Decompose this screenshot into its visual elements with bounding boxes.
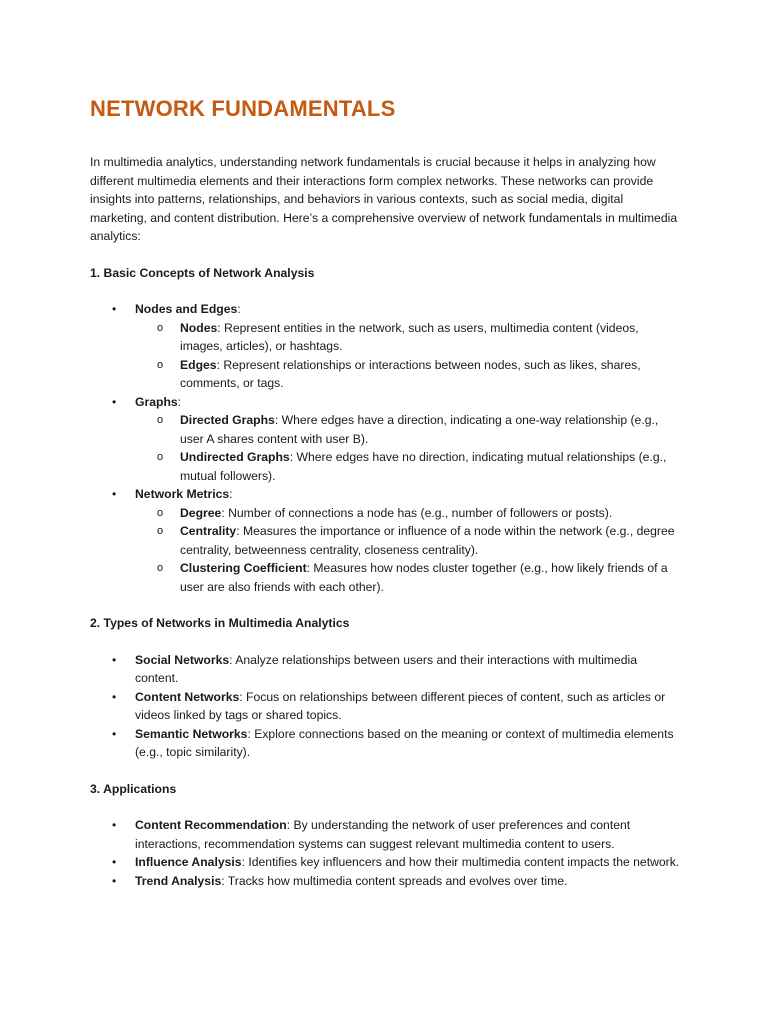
sub-list-item bbox=[135, 448, 680, 485]
bullet-icon: • bbox=[112, 726, 117, 741]
section-heading: 3. Applications bbox=[90, 781, 177, 796]
circle-bullet-icon: o bbox=[157, 451, 164, 463]
sub-list bbox=[135, 411, 680, 485]
list-item-term: Trend Analysis bbox=[135, 873, 222, 888]
bullet-icon: • bbox=[112, 855, 117, 869]
circle-bullet-icon: o bbox=[157, 562, 164, 574]
list-item bbox=[90, 725, 680, 762]
list-item-text: : Analyze relationships between users and their interactions with multimedia content. bbox=[135, 652, 637, 685]
list-item-text: : bbox=[229, 487, 233, 501]
sub-item-term: Degree bbox=[180, 505, 222, 520]
list-item-term: Content Recommendation bbox=[135, 818, 287, 832]
sub-item-text: : Measures how nodes cluster together (e.g., how likely friends of a user are also friends with each other). bbox=[180, 561, 668, 594]
list-item bbox=[90, 651, 680, 688]
list-item-text: : By understanding the network of user preferences and content interactions, recommendation systems can suggest relevant multimedia content to users. bbox=[135, 818, 631, 851]
document-page bbox=[90, 92, 680, 908]
sub-list-item bbox=[135, 411, 680, 448]
list-item-text: : Explore connections based on the meaning or context of multimedia elements (e.g., topic similarity). bbox=[135, 726, 674, 759]
circle-bullet-icon: o bbox=[157, 358, 164, 371]
list-item-term: Network Metrics bbox=[135, 487, 230, 501]
list-item-term: Social Networks bbox=[135, 652, 230, 667]
bullet-icon: • bbox=[112, 818, 117, 832]
list-item bbox=[90, 393, 680, 486]
intro-paragraph: In multimedia analytics, understanding network fundamentals is crucial because it helps in analyzing how different multimedia elements and their interactions form complex networks. These networks can provide insights into patterns, relationships, and behaviors in various contexts, such as social media, digital marketing, and content distribution. Here’s a comprehensive overview of network fundamentals in multimedia analytics: bbox=[90, 155, 678, 243]
list-item-term: Semantic Networks bbox=[135, 726, 248, 741]
sub-item-text: : Represent relationships or interactions between nodes, such as likes, shares, comments, or tags. bbox=[180, 357, 641, 390]
section-list bbox=[90, 816, 680, 890]
bullet-icon: • bbox=[112, 302, 117, 316]
bullet-icon: • bbox=[112, 487, 117, 501]
list-item-text: : bbox=[177, 394, 182, 409]
sub-item-term: Nodes bbox=[180, 320, 218, 335]
sub-item-text: : Number of connections a node has (e.g., number of followers or posts). bbox=[221, 505, 613, 520]
bullet-icon: • bbox=[112, 689, 117, 704]
list-item-text: : Identifies key influencers and how their multimedia content impacts the network. bbox=[241, 855, 680, 869]
sub-item-text: : Where edges have no direction, indicating mutual relationships (e.g., mutual followers). bbox=[180, 450, 667, 483]
list-item-term: Nodes and Edges bbox=[135, 302, 238, 316]
sections-container bbox=[90, 264, 680, 891]
list-item-text: : Tracks how multimedia content spreads and evolves over time. bbox=[221, 873, 568, 888]
sub-item-text: : Represent entities in the network, such as users, multimedia content (videos, images, articles), or hashtags. bbox=[180, 320, 639, 353]
list-item bbox=[90, 485, 680, 596]
bullet-icon: • bbox=[112, 652, 117, 667]
bullet-icon: • bbox=[112, 394, 117, 409]
circle-bullet-icon: o bbox=[157, 525, 164, 537]
list-item bbox=[90, 872, 680, 891]
sub-item-term: Undirected Graphs bbox=[180, 450, 290, 464]
section-heading: 2. Types of Networks in Multimedia Analytics bbox=[90, 616, 350, 630]
sub-item-term: Centrality bbox=[180, 524, 237, 538]
sub-list-item bbox=[135, 522, 680, 559]
list-item-term: Graphs bbox=[135, 394, 178, 409]
circle-bullet-icon: o bbox=[157, 414, 164, 426]
sub-list-item bbox=[135, 504, 680, 523]
sub-list-item bbox=[135, 356, 680, 393]
list-item bbox=[90, 688, 680, 725]
sub-list-item bbox=[135, 559, 680, 596]
sub-list bbox=[135, 504, 680, 597]
list-item-term: Influence Analysis bbox=[135, 855, 242, 869]
sub-item-text: : Where edges have a direction, indicating a one-way relationship (e.g., user A shares content with user B). bbox=[180, 413, 659, 446]
sub-item-term: Directed Graphs bbox=[180, 413, 275, 427]
sub-item-term: Edges bbox=[180, 357, 217, 372]
section-list bbox=[90, 300, 680, 596]
list-item-text: : bbox=[237, 302, 241, 316]
section-list bbox=[90, 651, 680, 762]
sub-item-text: : Measures the importance or influence of a node within the network (e.g., degree centrality, betweenness centrality, closeness centrality). bbox=[180, 524, 675, 557]
list-item bbox=[90, 853, 680, 872]
page-title: NETWORK FUNDAMENTALS bbox=[90, 96, 396, 121]
section-heading: 1. Basic Concepts of Network Analysis bbox=[90, 265, 315, 280]
bullet-icon: • bbox=[112, 873, 117, 888]
sub-item-term: Clustering Coefficient bbox=[180, 561, 307, 575]
list-item bbox=[90, 816, 680, 853]
list-item-term: Content Networks bbox=[135, 689, 240, 704]
list-item bbox=[90, 300, 680, 393]
sub-list-item bbox=[135, 319, 680, 356]
list-item-text: : Focus on relationships between different pieces of content, such as articles or videos linked by tags or shared topics. bbox=[135, 689, 666, 722]
circle-bullet-icon: o bbox=[157, 506, 164, 519]
circle-bullet-icon: o bbox=[157, 321, 164, 334]
sub-list bbox=[135, 319, 680, 393]
